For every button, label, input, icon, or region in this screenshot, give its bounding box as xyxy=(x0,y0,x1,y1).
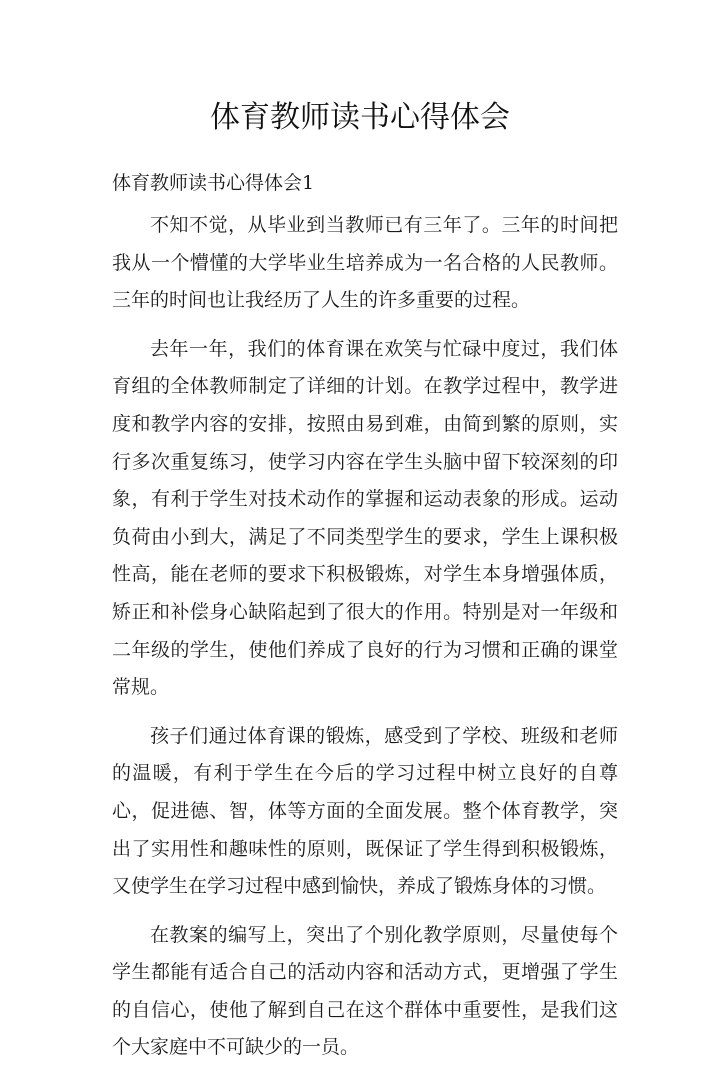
section-heading: 体育教师读书心得体会1 xyxy=(112,172,315,194)
paragraph: 孩子们通过体育课的锻炼，感受到了学校、班级和老师的温暖，有利于学生在今后的学习过程中树立良好的自尊心，促进德、智，体等方面的全面发展。整个体育教学，突出了实用性和趣味性的原则，既保证了学生得到积极锻炼，又使学生在学习过程中感到愉快，养成了锻炼身体的习惯。 xyxy=(112,724,618,898)
paragraph: 在教案的编写上，突出了个别化教学原则，尽量使每个学生都能有适合自己的活动内容和活动方式，更增强了学生的自信心，使他了解到自己在这个群体中重要性，是我们这个大家庭中不可缺少的一员。 xyxy=(112,923,618,1059)
document-body xyxy=(112,207,618,1078)
paragraph: 去年一年，我们的体育课在欢笑与忙碌中度过，我们体育组的全体教师制定了详细的计划。在教学过程中，教学进度和教学内容的安排，按照由易到难，由简到繁的原则，实行多次重复练习，使学习内容在学生头脑中留下较深刻的印象，有利于学生对技术动作的掌握和运动表象的形成。运动负荷由小到大，满足了不同类型学生的要求，学生上课积极性高，能在老师的要求下积极锻炼，对学生本身增强体质，矫正和补偿身心缺陷起到了很大的作用。特别是对一年级和二年级的学生，使他们养成了良好的行为习惯和正确的课堂常规。 xyxy=(112,337,618,699)
paragraph: 不知不觉，从毕业到当教师已有三年了。三年的时间把我从一个懵懂的大学毕业生培养成为一名合格的人民教师。三年的时间也让我经历了人生的许多重要的过程。 xyxy=(112,214,618,312)
document-title: 体育教师读书心得体会 xyxy=(210,100,510,135)
